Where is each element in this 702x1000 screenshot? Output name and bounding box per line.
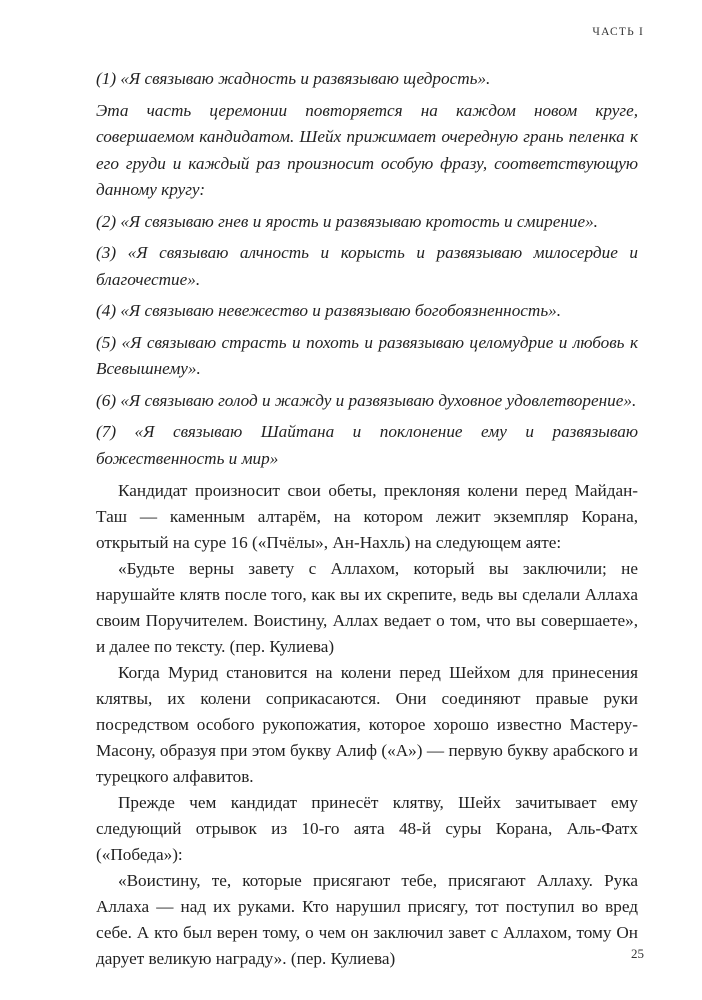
italic-paragraph: Эта часть церемонии повторяется на каждом новом круге, совершаемом кандидатом. Шейх прижимает очередную грань пеленка к его груди и каждый раз произносит особую фразу, соответствующую данному кругу: (96, 100, 638, 199)
body-paragraph: Кандидат произносит свои обеты, преклоняя колени перед Майдан-Таш — каменным алтарём, на котором лежит экземпляр Корана, открытый на суре 16 («Пчёлы», Ан-Нахль) на следующем аяте: (96, 481, 638, 552)
italic-paragraph: (5) «Я связываю страсть и похоть и развязываю целомудрие и любовь к Всевышнему». (96, 332, 638, 378)
quote-paragraph: «Будьте верны завету с Аллахом, который вы заключили; не нарушайте клятв после того, как вы их скрепите, ведь вы сделали Аллаха своим Поручителем. Воистину, Аллах ведает о том, что вы совершаете», и далее по тексту. (пер. Кулиева) (96, 559, 638, 656)
body-paragraph: Когда Мурид становится на колени перед Шейхом для принесения клятвы, их колени соприкасаются. Они соединяют правые руки посредством особого рукопожатия, которое хорошо известно Мастеру-Масону, образуя при этом букву Алиф («А») — первую букву арабского и турецкого алфавитов. (96, 663, 638, 786)
italic-paragraph: (3) «Я связываю алчность и корысть и развязываю милосердие и благочестие». (96, 243, 638, 289)
italic-paragraph: (2) «Я связываю гнев и ярость и развязываю кротость и смирение». (96, 211, 598, 231)
quote-paragraph: «Воистину, те, которые присягают тебе, присягают Аллаху. Рука Аллаха — над их руками. Кто нарушил присягу, тот поступил во вред себе. А кто был верен тому, о чем он заключил завет с Аллахом, тому Он дарует великую награду». (пер. Кулиева) (96, 871, 638, 968)
page-number: 25 (631, 946, 644, 961)
italic-paragraph: (4) «Я связываю невежество и развязываю богобоязненность». (96, 301, 562, 320)
running-head: ЧАСТЬ I (592, 26, 644, 38)
body-paragraph: Прежде чем кандидат принесёт клятву, Шейх зачитывает ему следующий отрывок из 10-го аята 48-й суры Корана, Аль-Фатх («Победа»): (96, 793, 638, 864)
italic-paragraph: (7) «Я связываю Шайтана и поклонение ему и развязываю божественность и мир» (96, 422, 638, 468)
page-body (96, 66, 638, 972)
italic-paragraph: (6) «Я связываю голод и жажду и развязываю духовное удовлетворение». (96, 390, 637, 410)
italic-paragraph: (1) «Я связываю жадность и развязываю щедрость». (96, 69, 491, 88)
